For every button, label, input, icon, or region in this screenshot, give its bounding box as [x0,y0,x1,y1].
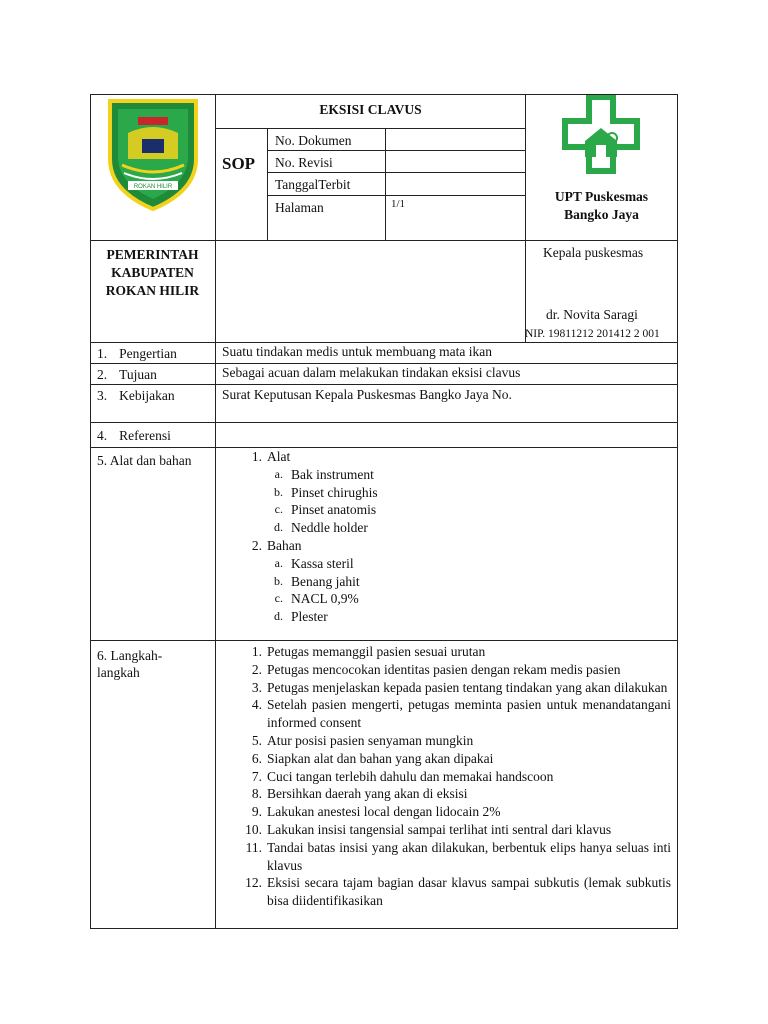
langkah-list [240,643,671,910]
list-item: 2. Petugas mencocokan identitas pasien dengan rekam medis pasien [251,661,621,677]
section-referensi-label: 4. Referensi [97,428,171,443]
section-tujuan-label: 2. Tujuan [97,367,157,382]
document-title: EKSISI CLAVUS [319,102,422,117]
section-alat-bahan-label: 5. Alat dan bahan [97,453,192,468]
list-item: 5. Atur posisi pasien senyaman mungkin [251,732,474,748]
section-pengertian-label: 1. Pengertian [97,346,177,361]
emblem-text: ROKAN HILIR [133,184,173,190]
head-title: Kepala puskesmas [543,245,644,260]
head-name: dr. Novita Saragi [546,307,638,322]
list-item: 4. Setelah pasien mengerti, petugas meminta pasien untuk menandatangani informed consent [251,697,671,731]
doc-field-label: No. Revisi [275,155,333,170]
org-name-line2: Bangko Jaya [564,207,639,222]
halaman-value: 1/1 [391,198,406,210]
section-pengertian-text: Suatu tindakan medis untuk membuang mata ikan [222,344,492,359]
list-item: 12. Eksisi secara tajam bagian dasar klavus sampai subkutis (lemak subkutis bisa diidentifikasikan [245,875,671,909]
list-item: a. Bak instrument [274,466,374,482]
section-kebijakan-label: 3. Kebijakan [97,388,175,403]
head-nip: NIP. 19811212 201412 2 001 [525,328,660,340]
list-item: d. Neddle holder [274,520,368,536]
org-name-line1: UPT Puskesmas [554,189,649,204]
list-item: b. Benang jahit [274,573,360,589]
list-item: 1. Alat a. Bak instrument b. Pinset chirughis c. Pinset anatomis d. Neddle holder [240,448,671,537]
list-item: c. NACL 0,9% [274,591,359,607]
list-item: c. Pinset anatomis [274,502,377,518]
list-item: 11. Tandai batas insisi yang akan dilakukan, berbentuk elips hanya seluas inti klavus [245,839,671,873]
section-kebijakan-text: Surat Keputusan Kepala Puskesmas Bangko Jaya No. [222,387,512,402]
list-item: 10. Lakukan insisi tangensial sampai terlihat inti sentral dari klavus [245,821,612,837]
gov-line2: KABUPATEN [111,265,194,280]
list-item: 1. Petugas memanggil pasien sesuai urutan [251,644,486,659]
section-langkah-label-line2: langkah [97,665,140,680]
puskesmas-cross-logo [555,95,647,175]
alat-bahan-list [240,448,671,626]
rokan-hilir-emblem-logo [106,99,200,211]
list-item: 8. Bersihkan daerah yang akan di eksisi [251,786,468,802]
sop-label: SOP [222,154,256,173]
section-tujuan-text: Sebagai acuan dalam melakukan tindakan eksisi clavus [222,365,521,380]
gov-line3: ROKAN HILIR [105,283,200,298]
list-item: d. Plester [274,609,328,625]
doc-field-label: TanggalTerbit [275,177,351,192]
list-item: a. Kassa steril [274,555,354,571]
list-item: 7. Cuci tangan terlebih dahulu dan memakai handscoon [251,768,554,784]
doc-field-label: Halaman [275,200,324,215]
doc-field-label: No. Dokumen [275,133,352,148]
list-item: 3. Petugas menjelaskan kepada pasien tentang tindakan yang akan dilakukan [251,679,668,695]
gov-line1: PEMERINTAH [106,247,199,262]
section-langkah-label-line1: 6. Langkah- [97,648,163,663]
list-item: b. Pinset chirughis [274,484,378,500]
list-item: 9. Lakukan anestesi local dengan lidocain 2% [251,804,501,820]
list-item: 2. Bahan a. Kassa steril b. Benang jahit c. NACL 0,9% d. Plester [240,537,671,626]
list-item: 6. Siapkan alat dan bahan yang akan dipakai [251,750,494,766]
